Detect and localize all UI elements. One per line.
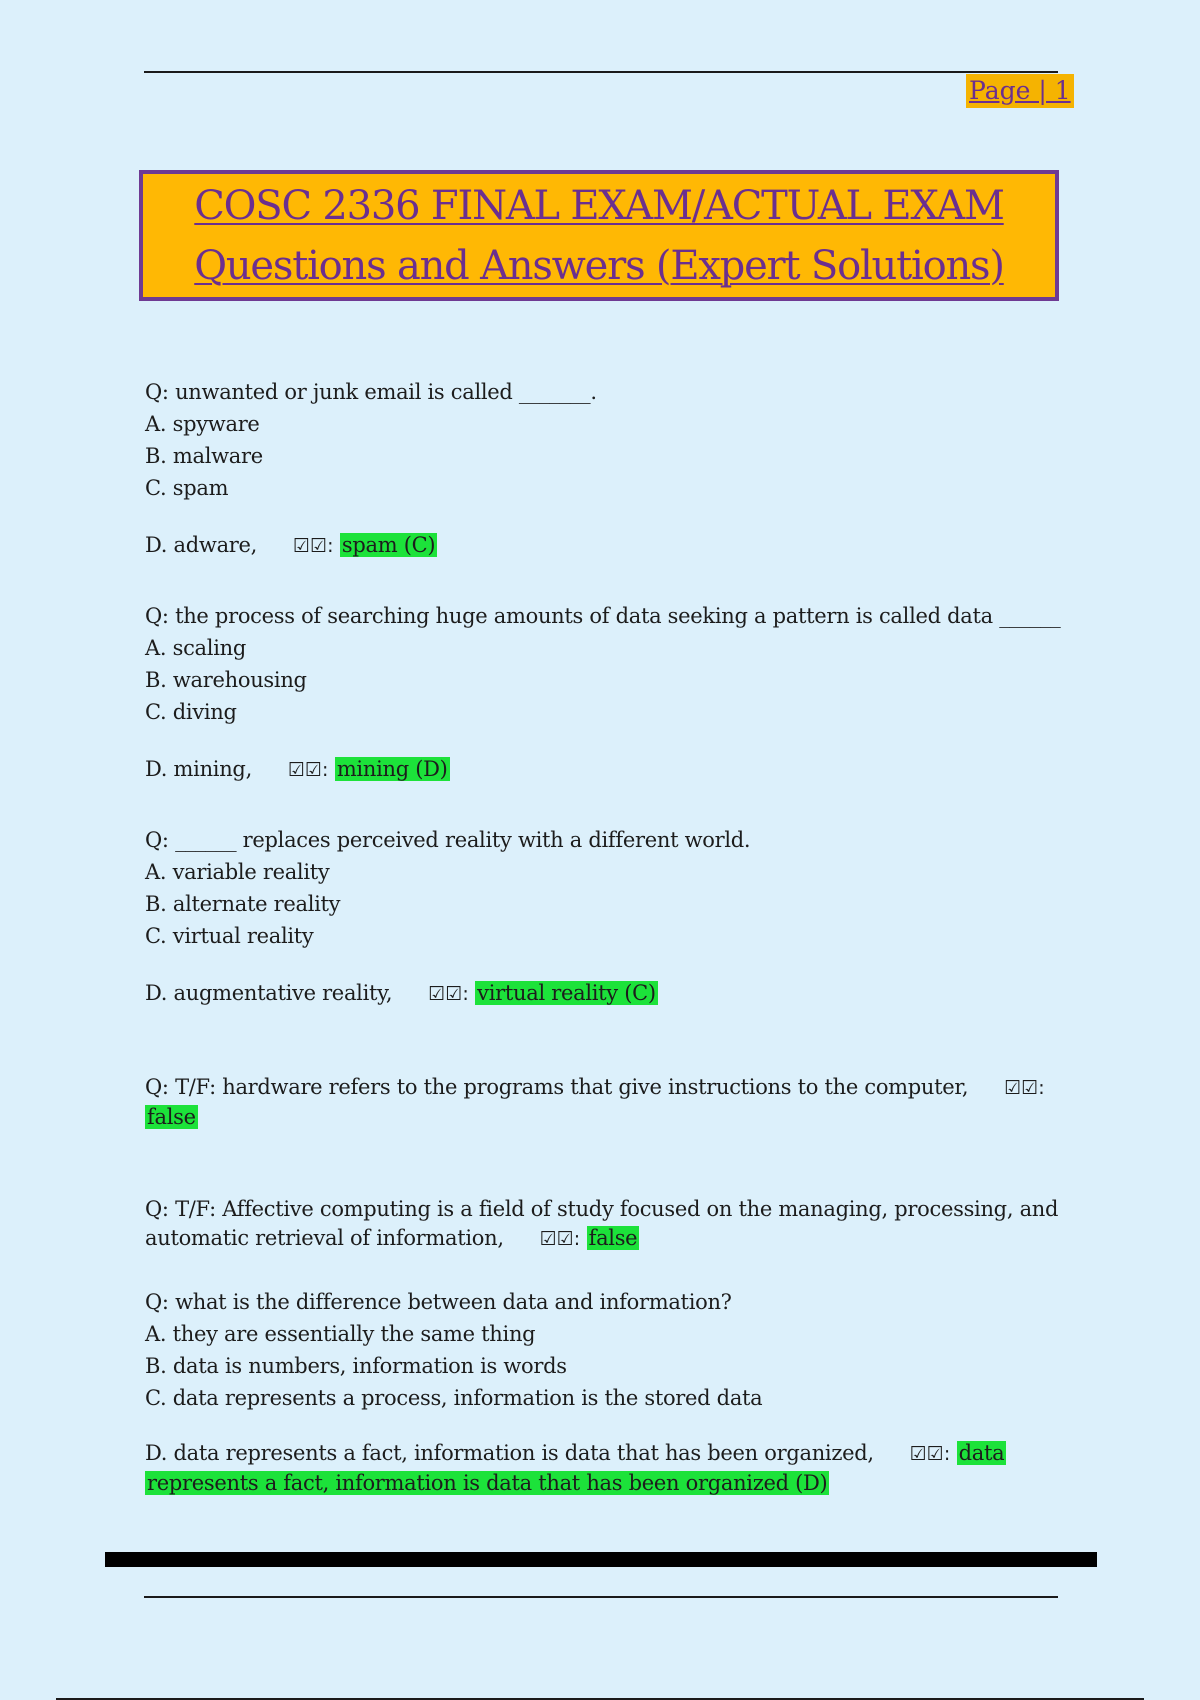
option: D. augmentative reality, <box>145 981 393 1005</box>
question-block <box>145 1286 1065 1498</box>
answer-line <box>145 977 1065 1010</box>
title-banner <box>139 170 1059 301</box>
title-line-2: Questions and Answers (Expert Solutions) <box>194 242 1004 289</box>
answer-line <box>145 753 1065 786</box>
option: C. diving <box>145 700 237 724</box>
option: C. data represents a process, information is the stored data <box>145 1386 763 1410</box>
option: B. data is numbers, information is words <box>145 1354 567 1378</box>
tf-question-text <box>145 1195 1065 1254</box>
question-text: Q: the process of searching huge amounts of data seeking a pattern is called data ______ <box>145 604 1061 628</box>
option: A. they are essentially the same thing <box>145 1322 536 1346</box>
question-text: Q: T/F: Affective computing is a field of study focused on the managing, processing, and <box>145 1197 1059 1221</box>
checkmark-icon: ☑☑: <box>293 535 334 557</box>
option: C. virtual reality <box>145 924 314 948</box>
question-text: automatic retrieval of information, <box>145 1226 504 1250</box>
question-block <box>145 600 1065 786</box>
option: A. variable reality <box>145 860 330 884</box>
option: C. spam <box>145 476 229 500</box>
question-text: Q: what is the difference between data and information? <box>145 1290 732 1314</box>
question-block <box>145 376 1065 562</box>
page-number: Page | 1 <box>966 74 1074 108</box>
answer-highlight: false <box>147 1105 196 1129</box>
checkmark-icon: ☑☑: <box>428 983 469 1005</box>
option: D. data represents a fact, information is data that has been organized, <box>145 1441 874 1465</box>
checkmark-icon: ☑☑: <box>909 1443 951 1465</box>
checkmark-icon: ☑☑: <box>287 759 329 781</box>
question-list <box>145 376 1065 1498</box>
answer-highlight: data <box>958 1441 1005 1465</box>
answer-line <box>145 1439 1065 1498</box>
answer-highlight: spam (C) <box>341 533 436 557</box>
option: B. malware <box>145 444 263 468</box>
header-rule <box>144 71 1058 73</box>
footer-rule <box>144 1596 1058 1598</box>
option: D. adware, <box>145 533 258 557</box>
answer-highlight: represents a fact, information is data that has been organized (D) <box>147 1471 828 1495</box>
option: B. alternate reality <box>145 892 341 916</box>
answer-highlight: false <box>588 1226 638 1250</box>
question-text: Q: T/F: hardware refers to the programs that give instructions to the computer, <box>145 1075 969 1099</box>
question-text: Q: unwanted or junk email is called _______. <box>145 380 597 404</box>
option: A. spyware <box>145 412 260 436</box>
footer-thick-rule <box>105 1552 1097 1567</box>
answer-highlight: virtual reality (C) <box>477 981 656 1005</box>
title-line-1: COSC 2336 FINAL EXAM/ACTUAL EXAM <box>194 182 1004 229</box>
answer-line <box>145 529 1065 562</box>
tf-question-block <box>145 1073 1065 1132</box>
question-block <box>145 824 1065 1010</box>
checkmark-icon: ☑☑: <box>1004 1077 1045 1099</box>
option: A. scaling <box>145 636 246 660</box>
checkmark-icon: ☑☑: <box>539 1228 581 1250</box>
answer-highlight: mining (D) <box>336 757 448 781</box>
tf-question-text <box>145 1073 1065 1132</box>
question-text: Q: ______ replaces perceived reality with a different world. <box>145 828 751 852</box>
option: B. warehousing <box>145 668 307 692</box>
tf-question-block <box>145 1195 1065 1254</box>
option: D. mining, <box>145 757 252 781</box>
